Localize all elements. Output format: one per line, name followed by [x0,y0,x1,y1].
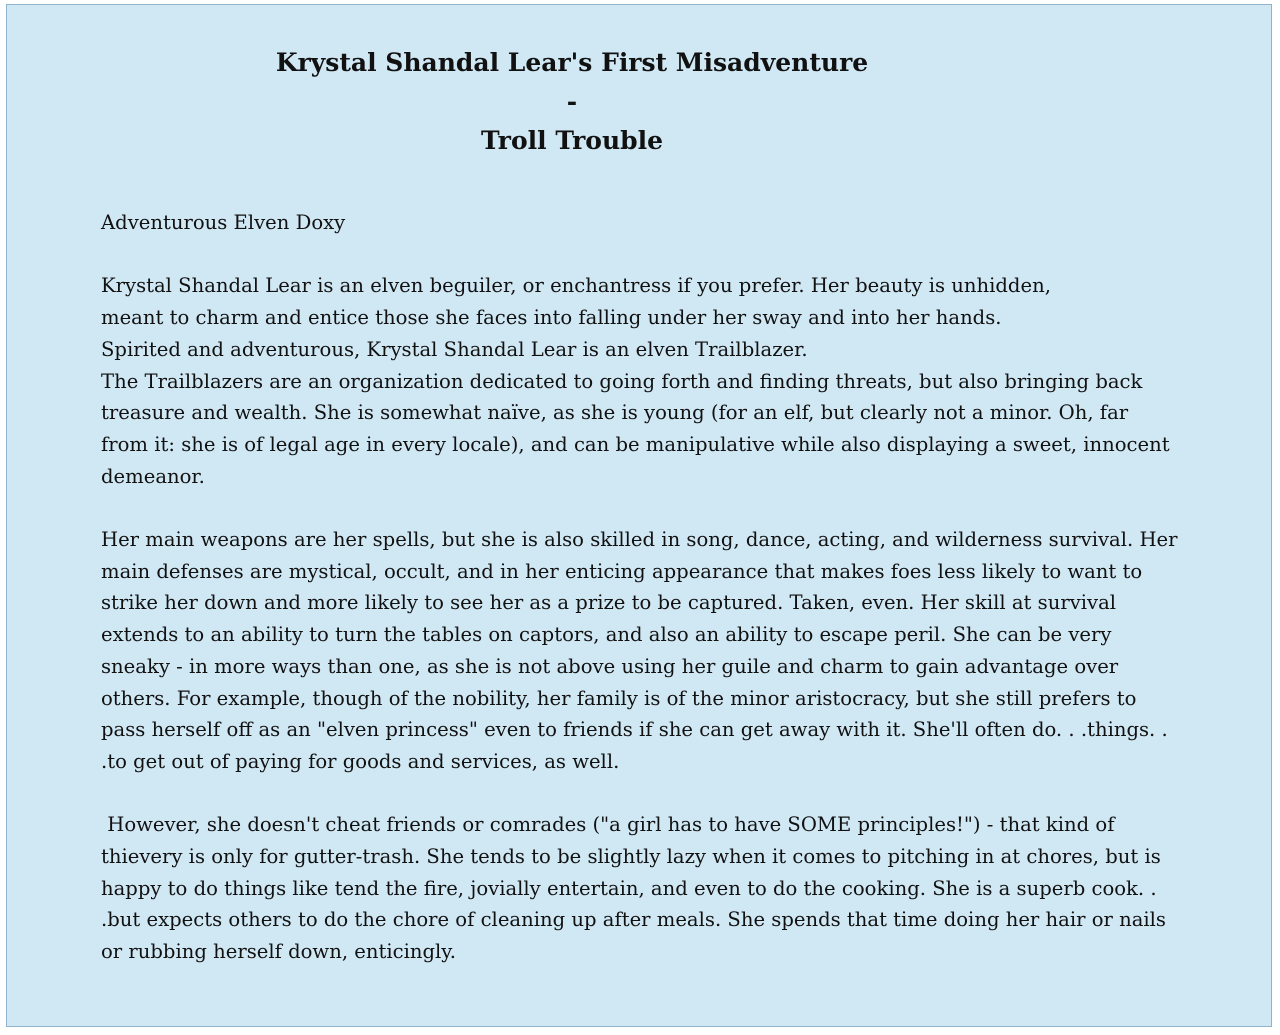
spacer [101,239,1181,271]
paragraph-2: Her main weapons are her spells, but she is also skilled in song, dance, acting, and wilderness survival. Her main defenses are mystical, occult, and in her enticing appearance that makes foes less likely to want to strike her down and more likely to see her as a prize to be captured. Taken, even. Her skill at survival extends to an ability to turn the tables on captors, and also an ability to escape peril. She can be very sneaky - in more ways than one, as she is not above using her guile and charm to gain advantage over others. For example, though of the nobility, her family is of the minor aristocracy, but she still prefers to pass herself off as an "elven princess" even to friends if she can get away with it. She'll often do. . .things. . .to get out of paying for goods and services, as well. [101,528,1178,773]
spacer [101,492,1181,524]
document-body [101,207,1181,968]
document-panel [6,4,1272,1027]
document-title [7,43,1137,160]
paragraph-1-line-2: meant to charm and entice those she faces into falling under her sway and into her hands. [101,306,1002,330]
paragraph-1-body: The Trailblazers are an organization dedicated to going forth and finding threats, but also bringing back treasure and wealth. She is somewhat naïve, as she is young (for an elf, but clearly not a minor. Oh, far from it: she is of legal age in every locale), and can be manipulative while also displaying a sweet, innocent demeanor. [101,369,1170,488]
spacer [101,778,1181,810]
paragraph-3: However, she doesn't cheat friends or comrades ("a girl has to have SOME principles!") - that kind of thievery is only for gutter-trash. She tends to be slightly lazy when it comes to pitching in at chores, but is happy to do things like tend the fire, jovially entertain, and even to do the cooking. She is a superb cook. . .but expects others to do the chore of cleaning up after meals. She spends that time doing her hair or nails or rubbing herself down, enticingly. [101,813,1173,964]
paragraph-1-line-3: Spirited and adventurous, Krystal Shandal Lear is an elven Trailblazer. [101,337,808,361]
paragraph-1-line-1: Krystal Shandal Lear is an elven beguiler, or enchantress if you prefer. Her beauty is unhidden, [101,274,1051,298]
title-separator: - [566,87,578,116]
title-line-1: Krystal Shandal Lear's First Misadventure [275,48,869,77]
title-line-2: Troll Trouble [480,126,664,155]
section-heading: Adventurous Elven Doxy [101,211,346,234]
